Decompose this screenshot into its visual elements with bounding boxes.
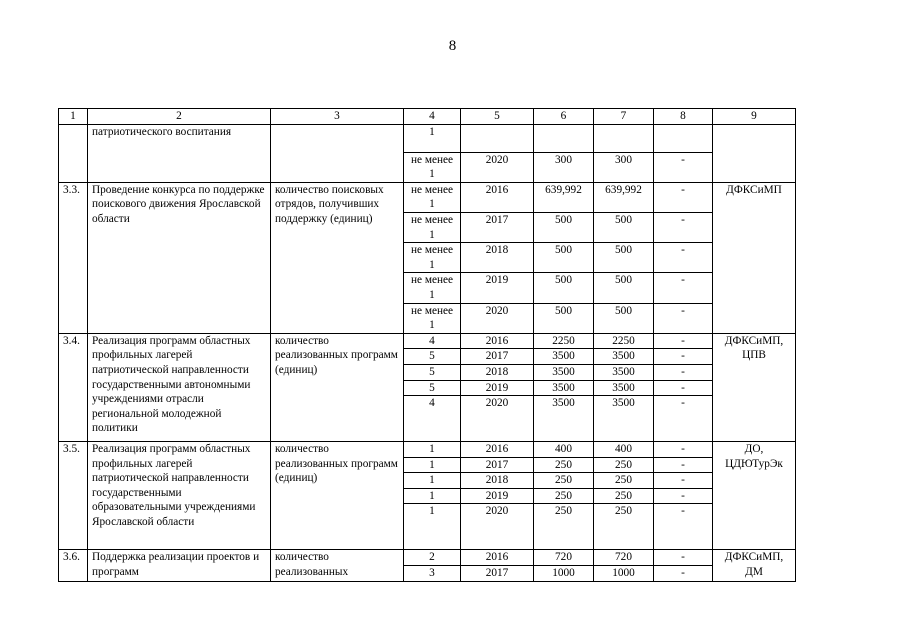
table-row — [59, 182, 796, 212]
value-col8: - — [654, 473, 713, 489]
table-row — [59, 442, 796, 458]
table-row — [59, 124, 796, 152]
year-cell: 2019 — [461, 273, 534, 303]
table-row — [59, 333, 796, 349]
value-col7: 3500 — [594, 364, 654, 380]
header-cell: 1 — [59, 109, 88, 125]
indicator-value: 1 — [404, 442, 461, 458]
item-number — [59, 124, 88, 182]
year-cell: 2016 — [461, 550, 534, 566]
value-col8: - — [654, 442, 713, 458]
year-cell: 2018 — [461, 473, 534, 489]
item-indicator: количество реализованных — [271, 550, 404, 581]
value-col6: 250 — [534, 488, 594, 504]
indicator-value: не менее 1 — [404, 303, 461, 333]
value-col8: - — [654, 273, 713, 303]
value-col6: 500 — [534, 212, 594, 242]
value-col6: 250 — [534, 473, 594, 489]
value-col8: - — [654, 243, 713, 273]
year-cell — [461, 124, 534, 152]
header-cell: 9 — [713, 109, 796, 125]
value-col8: - — [654, 349, 713, 365]
value-col7: 1000 — [594, 566, 654, 582]
responsible-party — [713, 124, 796, 182]
value-col7: 3500 — [594, 396, 654, 442]
item-number: 3.6. — [59, 550, 88, 581]
indicator-value: 5 — [404, 380, 461, 396]
indicator-value: 4 — [404, 396, 461, 442]
value-col8: - — [654, 488, 713, 504]
year-cell: 2018 — [461, 364, 534, 380]
value-col8: - — [654, 550, 713, 566]
year-cell: 2019 — [461, 380, 534, 396]
header-cell: 4 — [404, 109, 461, 125]
value-col6: 3500 — [534, 380, 594, 396]
table-row — [59, 550, 796, 566]
value-col8: - — [654, 212, 713, 242]
value-col6: 500 — [534, 303, 594, 333]
value-col8: - — [654, 380, 713, 396]
indicator-value: 1 — [404, 457, 461, 473]
indicator-value: 1 — [404, 473, 461, 489]
item-number: 3.4. — [59, 333, 88, 441]
value-col6: 1000 — [534, 566, 594, 582]
indicator-value: 5 — [404, 349, 461, 365]
indicator-value: 3 — [404, 566, 461, 582]
value-col8: - — [654, 152, 713, 182]
year-cell: 2016 — [461, 442, 534, 458]
indicator-value: не менее 1 — [404, 273, 461, 303]
year-cell: 2017 — [461, 212, 534, 242]
year-cell: 2017 — [461, 457, 534, 473]
page-number: 8 — [448, 38, 457, 54]
value-col7: 500 — [594, 212, 654, 242]
indicator-value: 4 — [404, 333, 461, 349]
value-col7: 2250 — [594, 333, 654, 349]
year-cell: 2019 — [461, 488, 534, 504]
value-col6: 250 — [534, 504, 594, 550]
value-col7: 250 — [594, 457, 654, 473]
value-col7: 250 — [594, 504, 654, 550]
year-cell: 2020 — [461, 303, 534, 333]
value-col7: 3500 — [594, 380, 654, 396]
value-col7: 639,992 — [594, 182, 654, 212]
value-col8: - — [654, 333, 713, 349]
value-col7: 720 — [594, 550, 654, 566]
value-col6: 3500 — [534, 364, 594, 380]
value-col6: 2250 — [534, 333, 594, 349]
year-cell: 2020 — [461, 152, 534, 182]
header-cell: 5 — [461, 109, 534, 125]
year-cell: 2016 — [461, 182, 534, 212]
item-indicator: количество реализованных программ (единиц) — [271, 442, 404, 550]
header-row — [59, 109, 796, 125]
indicator-value: 5 — [404, 364, 461, 380]
value-col8: - — [654, 364, 713, 380]
header-cell: 7 — [594, 109, 654, 125]
value-col7: 500 — [594, 303, 654, 333]
responsible-party: ДФКСиМП, ЦПВ — [713, 333, 796, 441]
item-number: 3.5. — [59, 442, 88, 550]
item-indicator: количество реализованных программ (единиц) — [271, 333, 404, 441]
value-col8: - — [654, 303, 713, 333]
item-name: Поддержка реализации проектов и программ — [88, 550, 271, 581]
value-col8 — [654, 124, 713, 152]
item-name: Реализация программ областных профильных лагерей патриотической направленности государственными автономными учреждениями отрасли региональной молодежной политики — [88, 333, 271, 441]
value-col6 — [534, 124, 594, 152]
item-name: Реализация программ областных профильных лагерей патриотической направленности государственными образовательными учреждениями Ярославской области — [88, 442, 271, 550]
responsible-party: ДФКСиМП — [713, 182, 796, 333]
value-col8: - — [654, 504, 713, 550]
value-col7: 400 — [594, 442, 654, 458]
item-indicator — [271, 124, 404, 182]
indicator-value: 2 — [404, 550, 461, 566]
value-col7: 500 — [594, 243, 654, 273]
value-col6: 3500 — [534, 396, 594, 442]
value-col6: 500 — [534, 243, 594, 273]
header-cell: 3 — [271, 109, 404, 125]
responsible-party: ДФКСиМП, ДМ — [713, 550, 796, 581]
indicator-value: 1 — [404, 488, 461, 504]
item-name: патриотического воспитания — [88, 124, 271, 182]
value-col7: 300 — [594, 152, 654, 182]
item-name: Проведение конкурса по поддержке поискового движения Ярославской области — [88, 182, 271, 333]
responsible-party: ДО, ЦДЮТурЭк — [713, 442, 796, 550]
program-table — [58, 108, 796, 582]
header-cell: 2 — [88, 109, 271, 125]
year-cell: 2017 — [461, 566, 534, 582]
value-col7: 250 — [594, 473, 654, 489]
indicator-value: не менее 1 — [404, 152, 461, 182]
value-col8: - — [654, 182, 713, 212]
value-col6: 720 — [534, 550, 594, 566]
year-cell: 2016 — [461, 333, 534, 349]
value-col7: 3500 — [594, 349, 654, 365]
indicator-value: 1 — [404, 504, 461, 550]
year-cell: 2020 — [461, 396, 534, 442]
value-col8: - — [654, 457, 713, 473]
header-cell: 8 — [654, 109, 713, 125]
value-col6: 300 — [534, 152, 594, 182]
item-indicator: количество поисковых отрядов, получивших поддержку (единиц) — [271, 182, 404, 333]
value-col8: - — [654, 566, 713, 582]
indicator-value: не менее 1 — [404, 182, 461, 212]
value-col6: 250 — [534, 457, 594, 473]
value-col6: 639,992 — [534, 182, 594, 212]
value-col6: 400 — [534, 442, 594, 458]
year-cell: 2018 — [461, 243, 534, 273]
year-cell: 2017 — [461, 349, 534, 365]
value-col6: 500 — [534, 273, 594, 303]
value-col7: 250 — [594, 488, 654, 504]
item-number: 3.3. — [59, 182, 88, 333]
value-col8: - — [654, 396, 713, 442]
year-cell: 2020 — [461, 504, 534, 550]
indicator-value: не менее 1 — [404, 243, 461, 273]
value-col7 — [594, 124, 654, 152]
value-col7: 500 — [594, 273, 654, 303]
indicator-value: не менее 1 — [404, 212, 461, 242]
indicator-value: 1 — [404, 124, 461, 152]
value-col6: 3500 — [534, 349, 594, 365]
header-cell: 6 — [534, 109, 594, 125]
